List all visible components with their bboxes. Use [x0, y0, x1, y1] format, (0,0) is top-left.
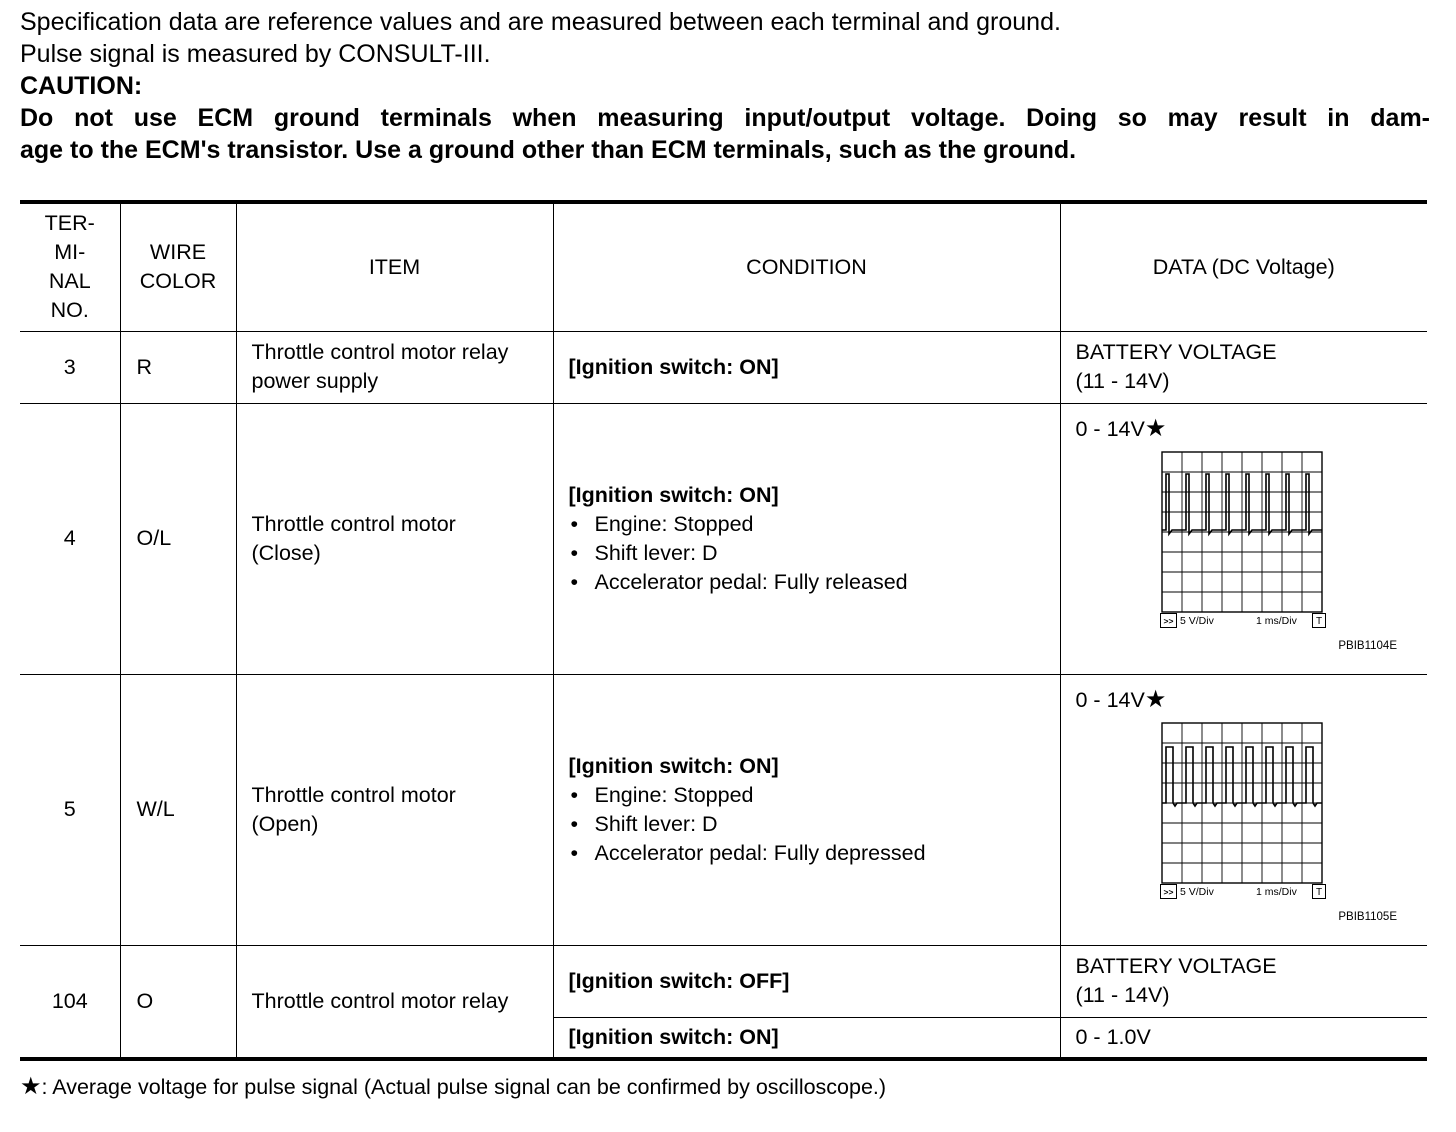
- footnote: [20, 1072, 886, 1101]
- condition-head: [Ignition switch: OFF]: [568, 968, 790, 993]
- condition-cell: [553, 1017, 1060, 1059]
- terminal-no: 5: [20, 674, 120, 945]
- oscilloscope-scale-bar: [1160, 884, 1325, 898]
- item-cell: [236, 674, 553, 945]
- table-header-row: [20, 202, 1427, 331]
- wire-color: W/L: [120, 674, 236, 945]
- condition-head: [Ignition switch: ON]: [568, 354, 779, 379]
- condition-head: [Ignition switch: ON]: [568, 753, 779, 778]
- data-line: (11 - 14V): [1075, 369, 1170, 393]
- bullet-glyph: •: [570, 540, 579, 565]
- condition-bullet: [569, 781, 1060, 810]
- condition-bullet: [569, 839, 1060, 868]
- item-line: Throttle control motor relay: [251, 988, 509, 1013]
- bullet-glyph: •: [570, 569, 579, 594]
- header-item: ITEM: [236, 202, 553, 331]
- volt-div-label: 5 V/Div: [1179, 614, 1214, 627]
- bullet-glyph: •: [570, 511, 579, 536]
- condition-bullet-text: Shift lever: D: [594, 540, 718, 565]
- oscilloscope-waveform-close: [1160, 450, 1328, 632]
- bullet-glyph: •: [570, 782, 579, 807]
- caution-line-1: Do not use ECM ground terminals when measuring input/output voltage. Doing so may result in dam-: [20, 104, 1430, 132]
- data-cell: [1060, 403, 1427, 674]
- condition-cell: [553, 403, 1060, 674]
- header-terminal-line: NAL: [48, 269, 91, 294]
- terminal-no: 3: [20, 331, 120, 403]
- data-cell: [1060, 1017, 1427, 1059]
- time-div-label: 1 ms/Div: [1255, 885, 1297, 898]
- star-icon: ★: [1144, 414, 1167, 442]
- item-line: Throttle control motor: [251, 782, 456, 807]
- volt-div-label: 5 V/Div: [1179, 885, 1214, 898]
- bullet-glyph: •: [570, 811, 579, 836]
- intro-line-2: Pulse signal is measured by CONSULT-III.: [20, 40, 491, 68]
- star-icon: ★: [1144, 685, 1167, 713]
- condition-bullet: [569, 810, 1060, 839]
- oscilloscope-scale-bar: [1160, 613, 1325, 627]
- star-icon: ★: [20, 1073, 42, 1100]
- condition-bullet: [569, 568, 1060, 597]
- item-line: Throttle control motor: [251, 511, 456, 536]
- figure-id: PBIB1104E: [1338, 639, 1397, 652]
- condition-bullet-text: Accelerator pedal: Fully depressed: [594, 840, 926, 865]
- data-value: [1076, 414, 1428, 444]
- data-line: 0 - 1.0V: [1075, 1024, 1151, 1049]
- terminal-spec-table: [20, 200, 1427, 1061]
- data-value-text: 0 - 14V: [1075, 416, 1145, 441]
- item-cell: [236, 331, 553, 403]
- time-div-label: 1 ms/Div: [1255, 614, 1297, 627]
- condition-cell: [553, 674, 1060, 945]
- item-line: power supply: [251, 369, 379, 393]
- data-line: (11 - 14V): [1075, 983, 1170, 1007]
- data-cell: [1060, 674, 1427, 945]
- caution-label: CAUTION:: [20, 72, 143, 100]
- data-cell: [1060, 945, 1427, 1017]
- wire-color: O: [120, 945, 236, 1059]
- header-data: DATA (DC Voltage): [1060, 202, 1427, 331]
- table-row: [20, 403, 1427, 674]
- condition-cell: [553, 945, 1060, 1017]
- condition-bullet: [569, 539, 1060, 568]
- condition-bullet-text: Engine: Stopped: [594, 782, 754, 807]
- item-cell: [236, 945, 553, 1059]
- trigger-label: T: [1315, 886, 1322, 898]
- wire-color: R: [120, 331, 236, 403]
- data-cell: [1060, 331, 1427, 403]
- footnote-text: : Average voltage for pulse signal (Actual pulse signal can be confirmed by oscilloscope.): [41, 1075, 887, 1099]
- caution-line-2: age to the ECM's transistor. Use a ground other than ECM terminals, such as the ground.: [20, 136, 1077, 164]
- header-wire-color: [120, 202, 236, 331]
- table-row: [20, 674, 1427, 945]
- data-value: [1076, 685, 1428, 715]
- condition-bullet: [569, 510, 1060, 539]
- header-terminal-line: NO.: [50, 298, 89, 323]
- item-line: (Open): [251, 811, 319, 836]
- header-terminal-line: MI-: [54, 240, 86, 265]
- trigger-label: T: [1315, 615, 1322, 627]
- intro-block: [20, 6, 1430, 166]
- condition-cell: [553, 331, 1060, 403]
- intro-line-1: Specification data are reference values and are measured between each terminal and ground.: [20, 8, 1061, 36]
- item-cell: [236, 403, 553, 674]
- header-wire-line: COLOR: [139, 269, 217, 294]
- terminal-no: 4: [20, 403, 120, 674]
- data-line: BATTERY VOLTAGE: [1075, 340, 1277, 364]
- data-line: BATTERY VOLTAGE: [1075, 954, 1277, 978]
- figure-id: PBIB1105E: [1338, 910, 1397, 923]
- condition-head: [Ignition switch: ON]: [568, 482, 779, 507]
- condition-bullet-text: Shift lever: D: [594, 811, 718, 836]
- header-wire-line: WIRE: [149, 240, 207, 265]
- item-line: (Close): [251, 540, 321, 565]
- forward-icon: >>: [1163, 615, 1173, 626]
- table-row: [20, 945, 1427, 1017]
- oscilloscope-waveform-open: [1160, 721, 1328, 903]
- bullet-glyph: •: [570, 840, 579, 865]
- table-row: [20, 331, 1427, 403]
- condition-head: [Ignition switch: ON]: [568, 1024, 779, 1049]
- forward-icon: >>: [1163, 886, 1173, 897]
- header-condition: CONDITION: [553, 202, 1060, 331]
- item-line: Throttle control motor relay: [251, 340, 509, 364]
- header-terminal-line: TER-: [44, 211, 95, 236]
- condition-bullet-text: Accelerator pedal: Fully released: [594, 569, 908, 594]
- condition-bullet-text: Engine: Stopped: [594, 511, 754, 536]
- terminal-no: 104: [20, 945, 120, 1059]
- data-value-text: 0 - 14V: [1075, 687, 1145, 712]
- wire-color: O/L: [120, 403, 236, 674]
- header-terminal-no: [20, 202, 120, 331]
